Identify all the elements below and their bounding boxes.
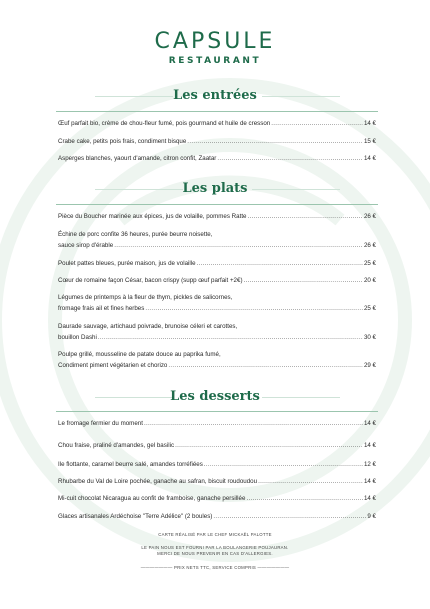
item-price: 25 € [363,304,376,312]
item-price: 29 € [363,361,376,369]
logo-subtitle: RESTAURANT [168,56,262,66]
item-price: 9 € [367,513,376,520]
item-name: Cœur de romaine façon César, bacon crispy (supp œuf parfait +2€) [58,277,243,284]
item-name: Pièce du Boucher marinée aux épices, jus de volaille, pommes Ratte [58,213,247,220]
menu-item [58,477,376,488]
menu-item [58,512,376,523]
item-name-cont: fromage frais ail et fines herbes [58,304,145,312]
item-name: Échine de porc confite 36 heures, purée beurre noisette, [58,231,213,238]
menu-item [58,494,376,505]
item-price: 14 € [363,120,376,127]
menu-item [58,322,376,343]
menu-item [58,137,376,148]
item-price: 12 € [363,461,376,468]
item-name: Poulpe grillé, mousseline de patate douce au paprika fumé, [58,351,221,358]
item-price: 14 € [363,442,376,449]
item-price: 25 € [363,260,376,267]
menu-item [58,293,376,314]
section-rule [56,111,378,112]
item-name: Œuf parfait bio, crème de chou-fleur fumé, pois gourmand et huile de cresson [58,120,271,127]
menu-item [58,119,376,130]
section-title-plats: Les plats [182,181,248,196]
item-price: 14 € [363,155,376,162]
menu-item [58,212,376,223]
menu-item [58,276,376,287]
item-name: Asperges blanches, yaourt d'amande, citron confit, Zaatar [58,155,217,162]
item-name: Poulet pattes bleues, purée maison, jus de volaille [58,260,196,267]
item-name-cont: bouillon Dashi [58,333,97,341]
item-price: 15 € [363,138,376,145]
footer-price-note: ——————— PRIX NETS TTC, SERVICE COMPRIS ——————— [140,565,290,570]
item-name: Mi-cuit chocolat Nicaragua au confit de framboise, ganache persillée [58,495,246,502]
item-name: Le fromage fermier du moment [58,420,143,427]
menu-item [58,460,376,471]
item-name-cont: Condiment piment végétarien et chorizo [58,361,168,369]
item-name: Chou fraise, praliné d'amandes, gel basilic [58,442,175,449]
item-name: Glaces artisanales Ardéchoise "Terre Adélice" (2 boules) [58,513,213,520]
item-name: Daurade sauvage, artichaud poivrade, brunoise céleri et carottes, [58,323,238,330]
item-price: 14 € [363,478,376,485]
section-rule [56,411,378,412]
section-title-desserts: Les desserts [170,389,260,404]
menu-item [58,154,376,165]
restaurant-logo [0,30,430,66]
item-name-cont: sauce sirop d'érable [58,241,114,249]
logo-wordmark: CAPSULE [154,29,276,54]
item-price: 26 € [363,213,376,220]
item-price: 14 € [363,420,376,427]
item-name: Crabe cake, petits pois frais, condiment bisque [58,138,187,145]
menu-item [58,441,376,452]
item-name: Ile flottante, caramel beurre salé, amandes torréfiées [58,461,203,468]
item-name: Légumes de printemps à la fleur de thym, pickles de salicornes, [58,294,233,301]
menu-item [58,419,376,430]
section-rule [56,204,378,205]
section-title-entrees: Les entrées [173,88,257,103]
footer-bread-note: LE PAIN NOUS EST FOURNI PAR LA BOULANGERIE POUJAURAN. [141,545,289,550]
menu-item [58,259,376,270]
item-name: Rhubarbe du Val de Loire pochée, ganache au safran, biscuit roudoudou [58,478,258,485]
menu-item [58,230,376,251]
item-price: 20 € [363,277,376,284]
menu-item [58,350,376,371]
item-price: 14 € [363,495,376,502]
footer-allergy-note: MERCI DE NOUS PREVENIR EN CAS D'ALLERGIES. [157,551,273,556]
footer-chef-credit: CARTE RÉALISÉ PAR LE CHEF MICKAËL PALOTTE [158,532,272,537]
item-price: 26 € [363,241,376,249]
item-price: 30 € [363,333,376,341]
